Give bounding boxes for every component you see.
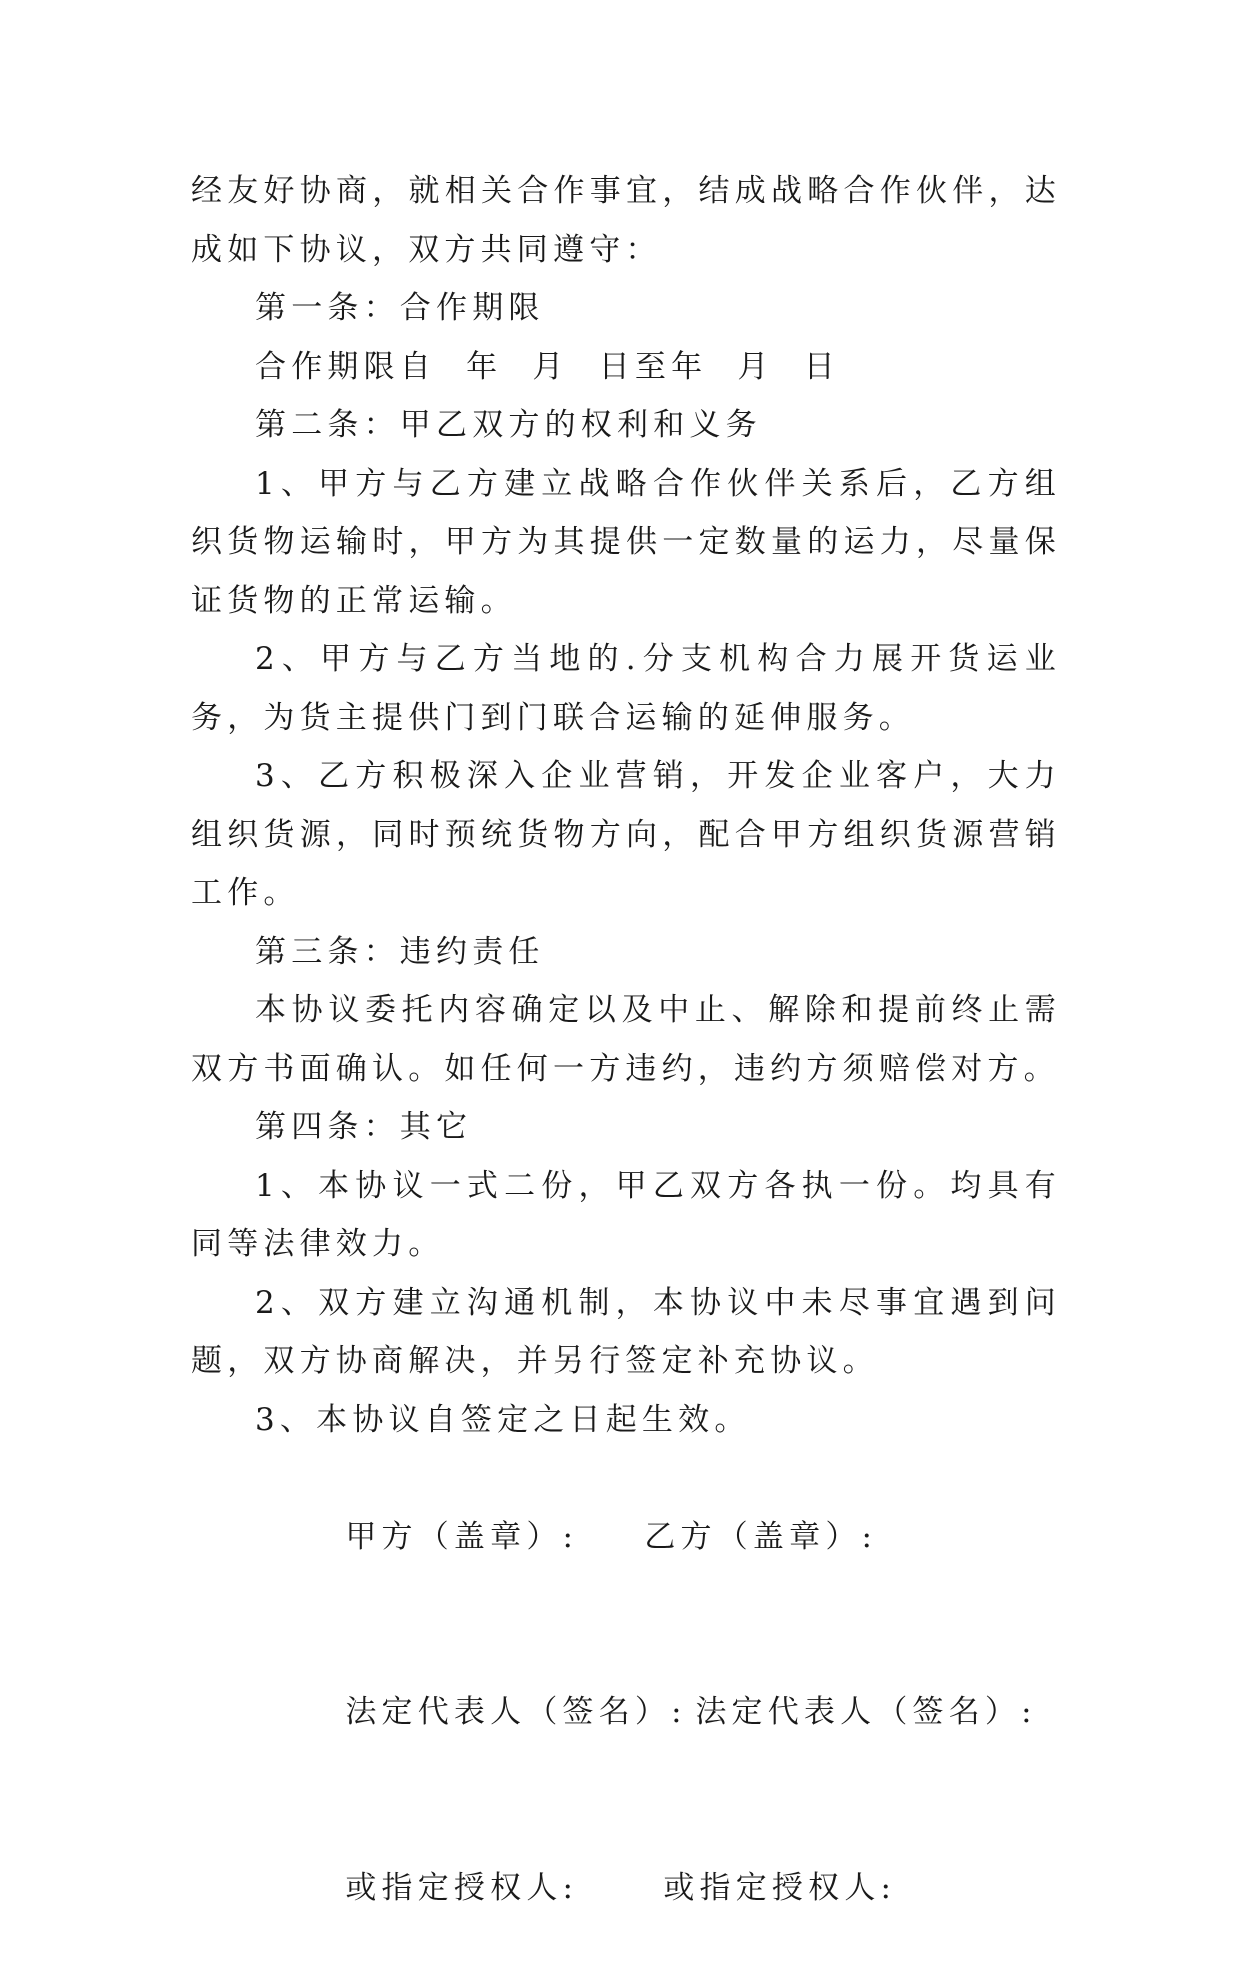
party-a-seal-label: 甲方（盖章）: <box>345 1518 579 1555</box>
party-a-auth-label: 或指定授权人: <box>345 1869 579 1906</box>
article-4-item-2: 2、双方建立沟通机制，本协议中未尽事宜遇到问题，双方协商解决，并另行签定补充协议。 <box>191 1284 1061 1379</box>
article-3-body: 本协议委托内容确定以及中止、解除和提前终止需双方书面确认。如任何一方违约，违约方须赔偿对方。 <box>191 992 1061 1087</box>
article-4-item-3: 3、本协议自签定之日起生效。 <box>255 1401 751 1438</box>
intro-paragraph: 经友好协商，就相关合作事宜，结成战略合作伙伴，达成如下协议，双方共同遵守： <box>191 173 1061 268</box>
signature-row-authorized <box>191 1800 1061 1976</box>
party-b-auth-label: 或指定授权人: <box>663 1869 897 1906</box>
article-1-title: 第一条：合作期限 <box>255 290 545 326</box>
party-b-seal-label: 乙方（盖章）: <box>644 1518 878 1555</box>
article-4-item-1: 1、本协议一式二份，甲乙双方各执一份。均具有同等法律效力。 <box>191 1167 1061 1262</box>
article-2-item-2: 2、甲方与乙方当地的.分支机构合力展开货运业务，为货主提供门到门联合运输的延伸服务。 <box>191 641 1061 736</box>
article-2-item-3: 3、乙方积极深入企业营销，开发企业客户，大力组织货源，同时预统货物方向，配合甲方组织货源营销工作。 <box>191 758 1061 911</box>
article-2-item-1: 1、甲方与乙方建立战略合作伙伴关系后，乙方组织货物运输时，甲方为其提供一定数量的运力，尽量保证货物的正常运输。 <box>191 465 1061 619</box>
article-1-body: 合作期限自 年 月 日至年 月 日 <box>255 348 840 385</box>
party-a-rep-label: 法定代表人（签名）: <box>345 1694 687 1730</box>
article-2-title: 第二条：甲乙双方的权利和义务 <box>255 407 762 443</box>
article-4-title: 第四条：其它 <box>255 1109 473 1145</box>
document-body <box>191 162 1061 1976</box>
signature-row-seal <box>191 1449 1061 1625</box>
article-3-title: 第三条：违约责任 <box>255 933 545 970</box>
signature-row-representative <box>191 1625 1061 1801</box>
party-b-rep-label: 法定代表人（签名）: <box>695 1694 1037 1730</box>
